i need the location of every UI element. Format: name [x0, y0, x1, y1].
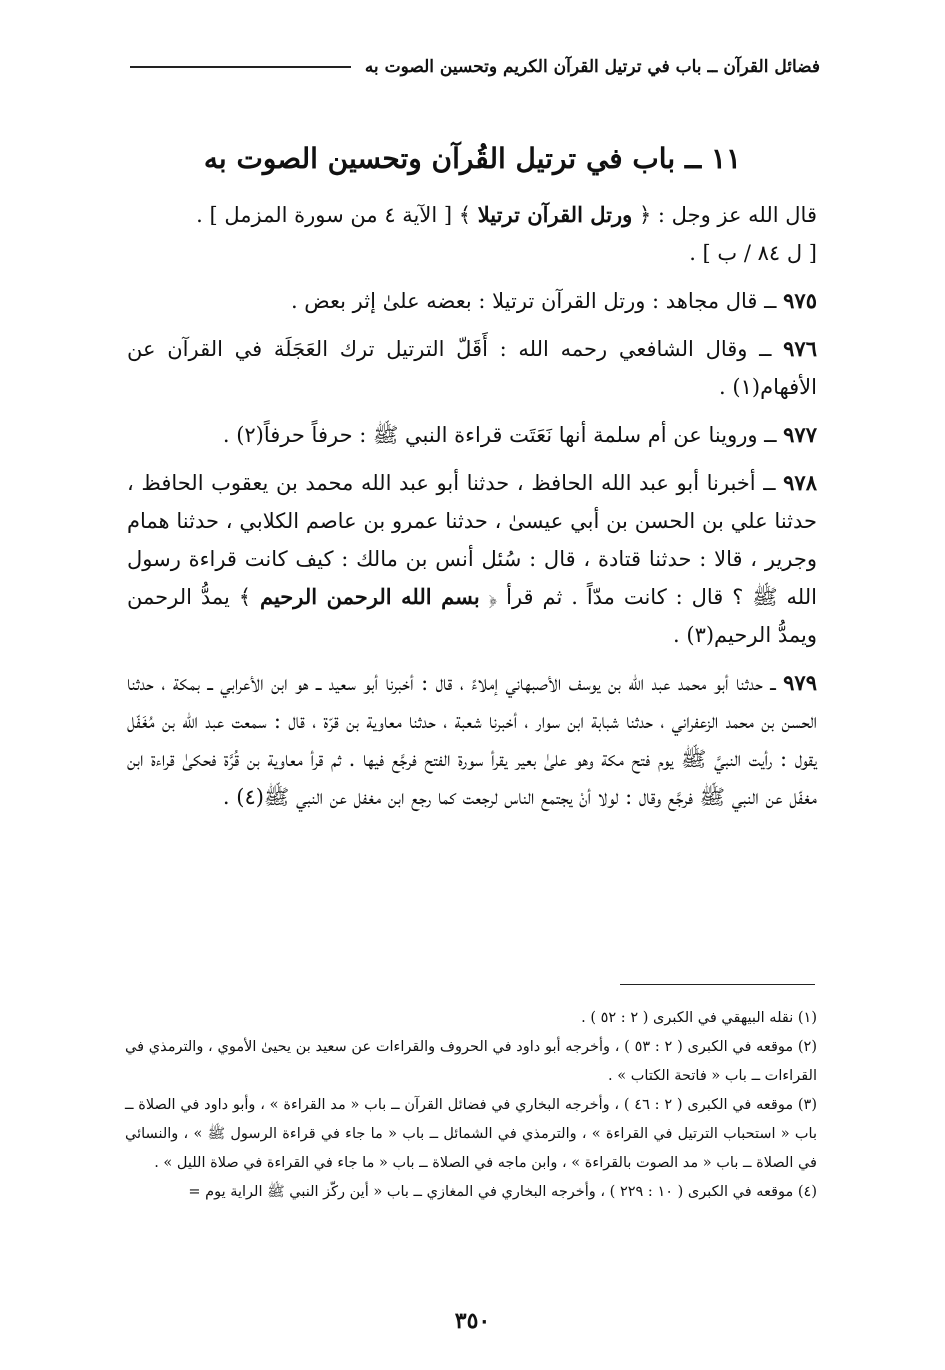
hadith-text: ــ وقال الشافعي رحمه الله : أَقَلّ الترتيل ترك العَجَلَة في القرآن عن الأفهام(١) . — [127, 337, 817, 399]
page-number: ٣٥٠ — [454, 1308, 491, 1334]
hadith-text: ــ أخبرنا أبو عبد الله الحافظ ، حدثنا أبو عبد الله محمد بن يعقوب الحافظ ، حدثنا علي بن الحسن بن أبي عيسىٰ ، حدثنا عمرو بن عاصم الكلابي ، حدثنا همام وجرير ، قالا : حدثنا قتادة ، قال : سُئل أنس بن مالك : كيف كانت قراءة رسول الله ﷺ ؟ قال : كانت مدّاً . ثم قرأ ﴿ — [127, 471, 817, 609]
intro-tail: ﴾ [ الآية ٤ من سورة المزمل ] . — [196, 203, 472, 227]
quran-verse: ورتل القرآن ترتيلا — [477, 202, 633, 227]
footnote-2: (٢) موقعه في الكبرى ( ٢ : ٥٣ ) ، وأخرجه أبو داود في الحروف والقراءات عن سعيد بن يحيىٰ الأموي ، والترمذي في القراءات ــ باب « فاتحة الكتاب » . — [125, 1039, 818, 1084]
hadith-975 — [127, 282, 817, 320]
hadith-number: ٩٧٩ — [783, 670, 817, 695]
running-head-rule — [130, 66, 351, 68]
hadith-text: ــ قال مجاهد : ورتل القرآن ترتيلا : بعضه علىٰ إثر بعض . — [290, 289, 777, 313]
footnote-4: (٤) موقعه في الكبرى ( ١٠ : ٢٢٩ ) ، وأخرجه البخاري في المغازي ــ باب « أين ركّز النبي ﷺ الراية يوم = — [188, 1184, 817, 1200]
footnote-separator — [620, 984, 815, 985]
running-head — [130, 50, 820, 84]
hadith-976 — [127, 330, 817, 406]
chapter-title: ١١ ــ باب في ترتيل القُرآن وتحسين الصوت به — [203, 142, 742, 175]
footnotes — [125, 1004, 817, 1207]
hadith-number: ٩٧٨ — [783, 470, 817, 495]
footnote-1: (١) نقله البيهقي في الكبرى ( ٢ : ٥٢ ) . — [581, 1010, 817, 1026]
hadith-978 — [127, 464, 817, 654]
hadith-number: ٩٧٧ — [783, 422, 817, 447]
main-text — [127, 196, 817, 826]
hadith-tail: ﴾ يمدُّ الرحمن ويمدُّ الرحيم(٣) . — [127, 585, 817, 647]
running-head-text: فضائل القرآن ــ باب في ترتيل القرآن الكريم وتحسين الصوت به — [364, 57, 820, 77]
hadith-number: ٩٧٥ — [783, 288, 817, 313]
hadith-text: ــ وروينا عن أم سلمة أنها نَعَتَت قراءة النبي ﷺ : حرفاً حرفاً(٢) . — [222, 423, 777, 447]
manuscript-ref: [ ل ٨٤ / ب ] . — [689, 241, 817, 265]
hadith-text: ــ حدثنا أبو محمد عبد الله بن يوسف الأصبهاني إملاءً ، قال : أخبرنا أبو سعيد ــ هو ابن الأعرابي ــ بمكة ، حدثنا الحسن بن محمد الزعفراني ، حدثنا شبابة ابن سوار ، أخبرنا شعبة ، حدثنا معاوية بن قرّة ، قال : سمعت عبد الله بن مُغَفّل يقول : رأيت النبيَّ ﷺ يوم فتح مكة وهو علىٰ بعير يقرأ سورة الفتح فرجَّع فيها . ثم قرأ معاوية بن قُرَّة فحكىٰ قراءة ابن مغفّل عن النبي ﷺ فرجَّع وقال : لولا أنْ يجتمع الناس لرجعت كما رجع ابن مغفل عن النبي ﷺ(٤) . — [127, 671, 817, 809]
footnote-3: (٣) موقعه في الكبرى ( ٢ : ٤٦ ) ، وأخرجه البخاري في فضائل القرآن ــ باب « مد القراءة » ، وأبو داود في الصلاة ــ باب « استحباب الترتيل في القراءة » ، والترمذي في الشمائل ــ باب « ما جاء في قراءة الرسول ﷺ » ، والنسائي في الصلاة ــ باب « مد الصوت بالقراءة » ، وابن ماجه في الصلاة ــ باب « ما جاء في القراءة في صلاة الليل » . — [125, 1097, 818, 1171]
quran-verse: بسم الله الرحمن الرحيم — [259, 584, 480, 609]
hadith-977 — [127, 416, 817, 454]
hadith-number: ٩٧٦ — [783, 336, 817, 361]
intro-paragraph — [127, 196, 817, 272]
intro-lead: قال الله عز وجل : ﴿ — [638, 203, 817, 227]
hadith-979 — [127, 664, 817, 816]
